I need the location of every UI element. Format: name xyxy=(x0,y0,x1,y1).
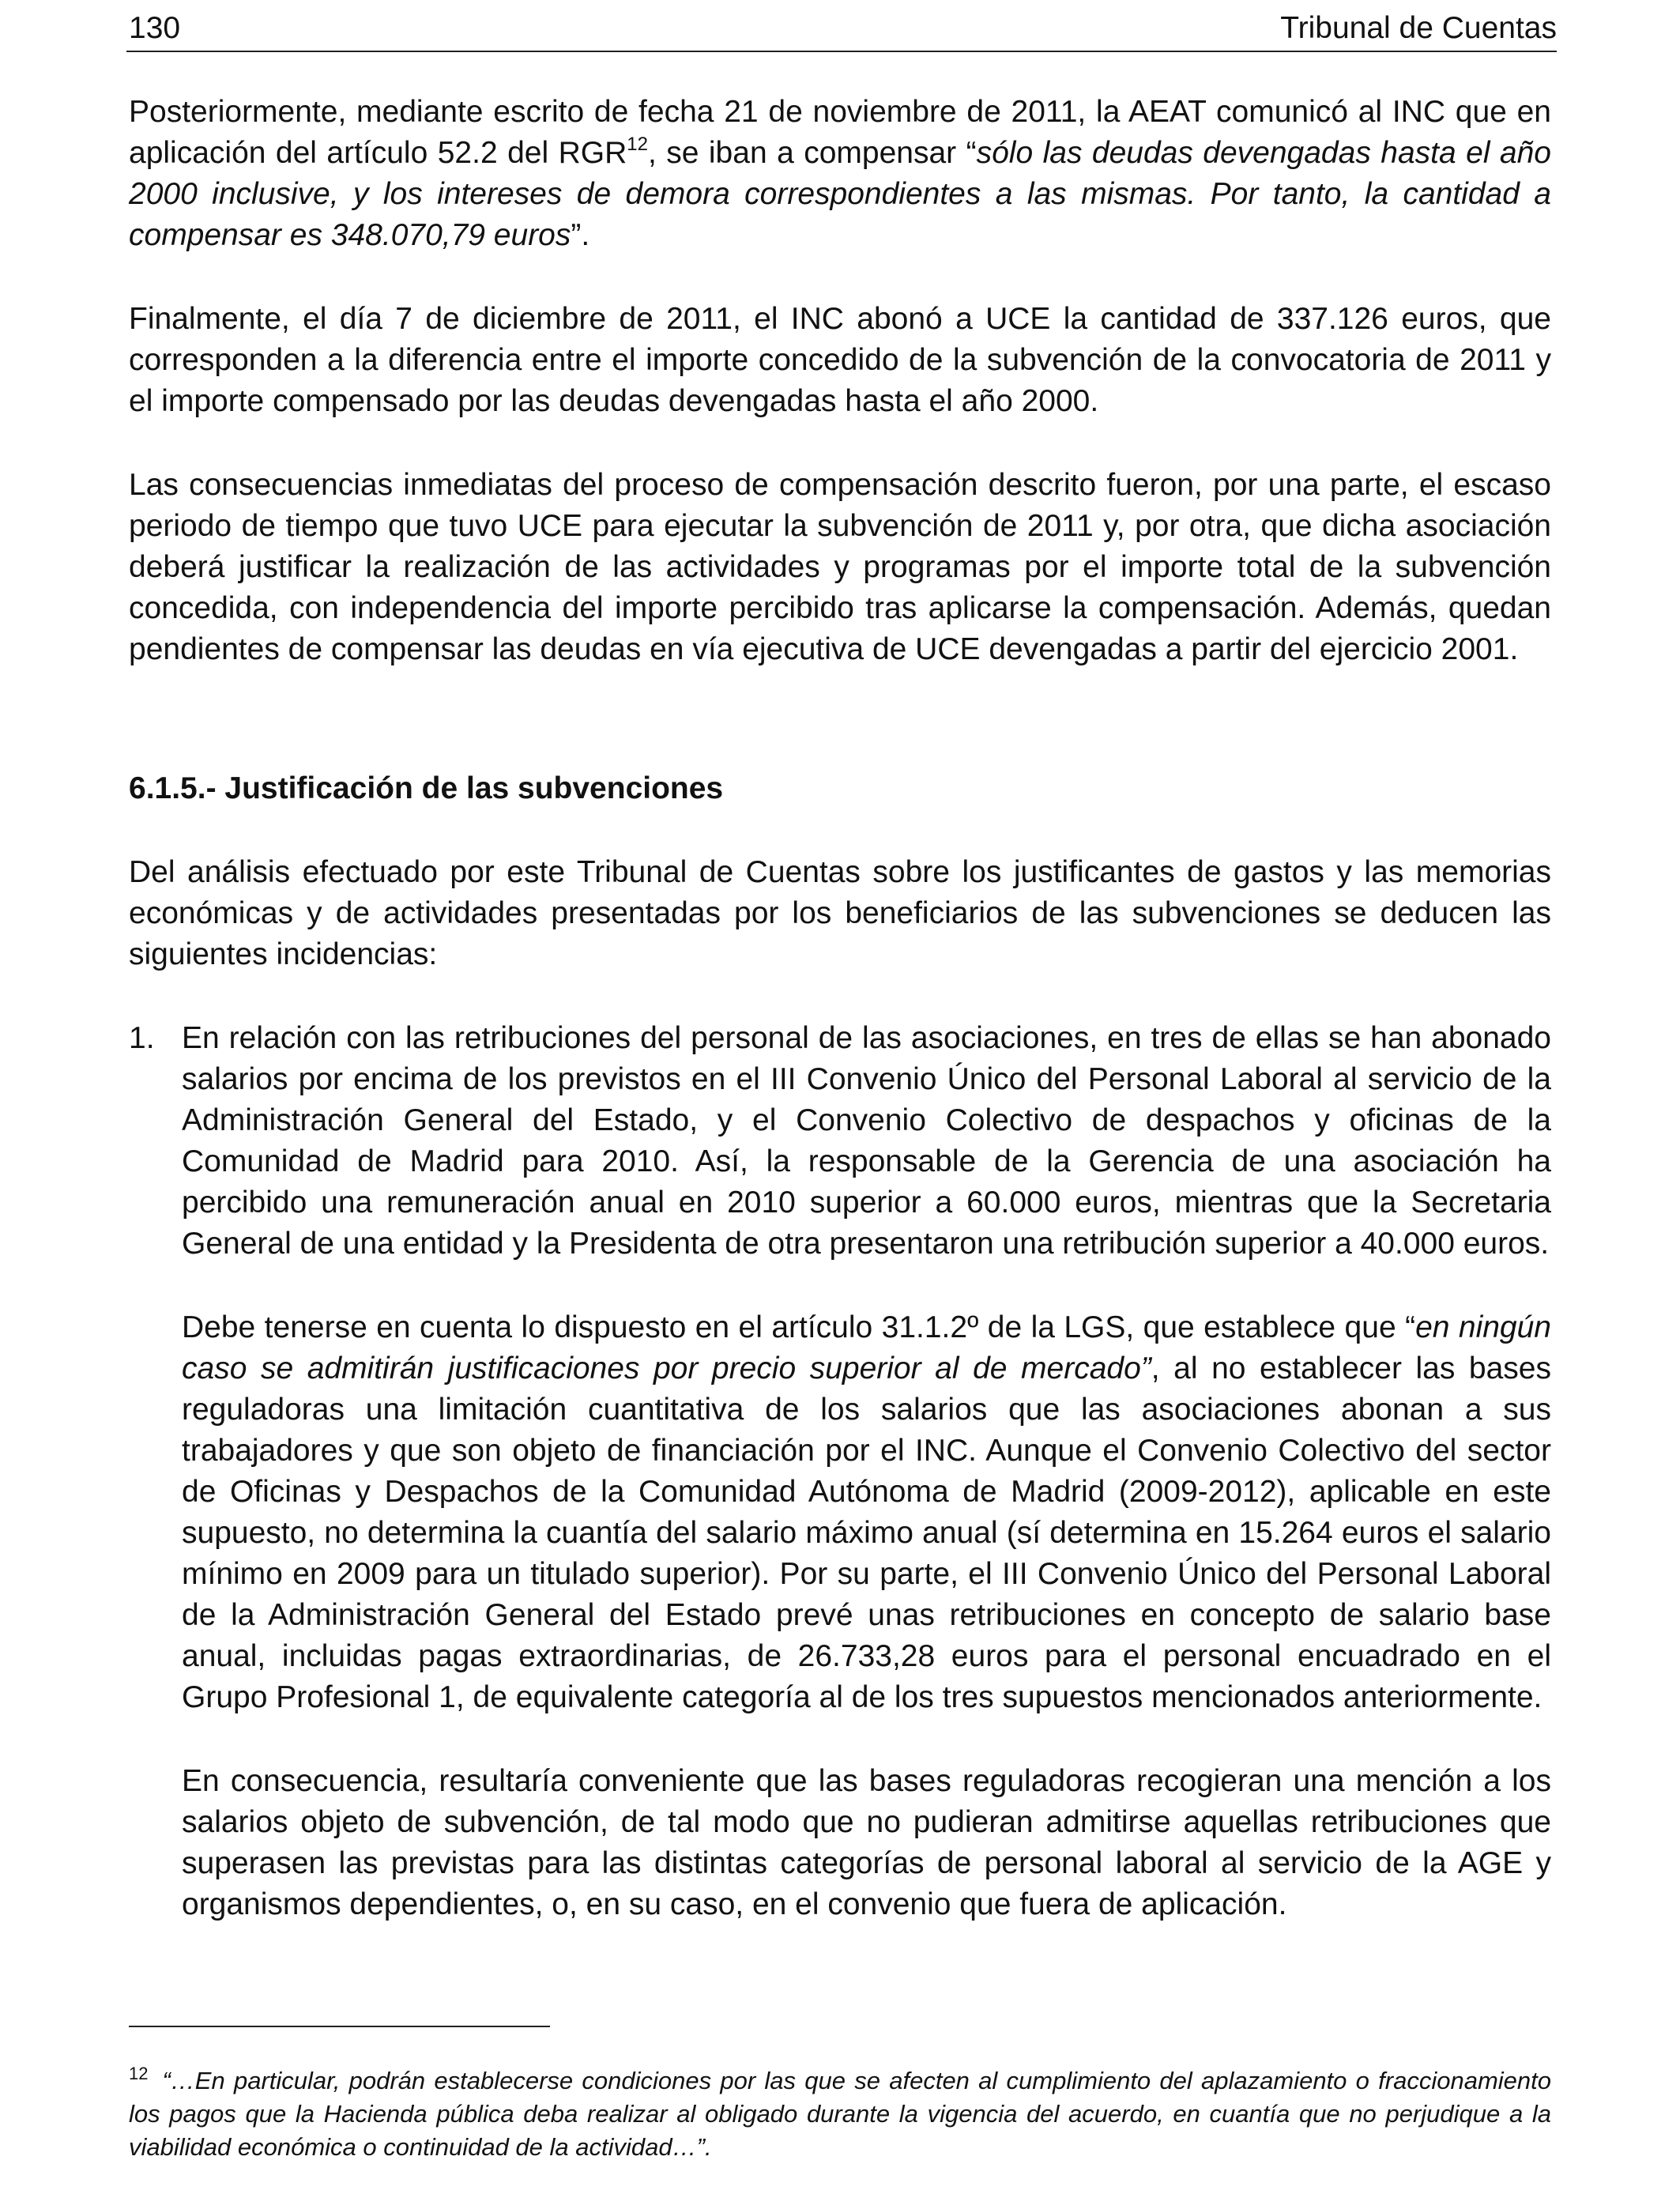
list-item xyxy=(129,1018,1551,1925)
list-item-paragraph-2-text-a: Debe tenerse en cuenta lo dispuesto en el artículo 31.1.2º de la LGS, que establece que “ xyxy=(182,1310,1416,1344)
page-number: 130 xyxy=(129,11,181,45)
paragraph-2: Finalmente, el día 7 de diciembre de 2011, el INC abonó a UCE la cantidad de 337.126 euros, que corresponden a la diferencia entre el importe concedido de la subvención de la convocatoria de 2011 y el importe compensado por las deudas devengadas hasta el año 2000. xyxy=(129,302,1551,418)
paragraph-1-text-a: Posteriormente, mediante escrito de fecha 21 de noviembre de 2011, la AEAT comunicó al INC que en aplicación del artículo 52.2 del RGR xyxy=(129,95,1551,170)
footnote-ref: 12 xyxy=(627,134,648,155)
header-title: Tribunal de Cuentas xyxy=(1280,11,1557,45)
list-item-paragraph-2-quote: en ningún caso se admitirán justificaciones por precio superior al de mercado” xyxy=(182,1310,1551,1385)
paragraph-1-quote: sólo las deudas devengadas hasta el año 2000 inclusive, y los intereses de demora correspondientes a las mismas. Por tanto, la cantidad a compensar es 348.070,79 euros xyxy=(129,136,1552,252)
list-item-paragraph-1: En relación con las retribuciones del personal de las asociaciones, en tres de ellas se han abonado salarios por encima de los previstos en el III Convenio Único del Personal Laboral al servicio de la Administración General del Estado, y el Convenio Colectivo de despachos y oficinas de la Comunidad de Madrid para 2010. Así, la responsable de la Gerencia de una asociación ha percibido una remuneración anual en 2010 superior a 60.000 euros, mientras que la Secretaria General de una entidad y la Presidenta de otra presentaron una retribución superior a 40.000 euros. xyxy=(182,1021,1551,1261)
paragraph-4: Del análisis efectuado por este Tribunal de Cuentas sobre los justificantes de gastos y las memorias económicas y de actividades presentadas por los beneficiarios de las subvenciones se deducen las siguientes incidencias: xyxy=(129,855,1551,971)
paragraph-1-text-b: , se iban a compensar “ xyxy=(647,136,977,170)
section-heading: 6.1.5.- Justificación de las subvenciones xyxy=(129,771,724,805)
list-item-paragraph-3: En consecuencia, resultaría conveniente que las bases reguladoras recogieran una mención a los salarios objeto de subvención, de tal modo que no pudieran admitirse aquellas retribuciones que superasen las previstas para las distintas categorías de personal laboral al servicio de la AGE y organismos dependientes, o, en su caso, en el convenio que fuera de aplicación. xyxy=(182,1764,1551,1921)
paragraph-1 xyxy=(129,92,1551,256)
paragraph-1-text-c: ”. xyxy=(571,218,590,252)
footnote-separator xyxy=(129,2026,550,2027)
paragraph-3: Las consecuencias inmediatas del proceso de compensación descrito fueron, por una parte, el escaso periodo de tiempo que tuvo UCE para ejecutar la subvención de 2011 y, por otra, que dicha asociación deberá justificar la realización de las actividades y programas por el importe total de la subvención concedida, con independencia del importe percibido tras aplicarse la compensación. Además, quedan pendientes de compensar las deudas en vía ejecutiva de UCE devengadas a partir del ejercicio 2001. xyxy=(129,468,1551,666)
list-item-paragraph-2 xyxy=(182,1307,1551,1718)
footnote-text: “…En particular, podrán establecerse condiciones por las que se afecten al cumplimiento del aplazamiento o fraccionamiento los pagos que la Hacienda pública deba realizar al obligado durante la vigencia del acuerdo, en cuantía que no perjudique a la viabilidad económica o continuidad de la actividad…”. xyxy=(129,2067,1551,2161)
page-header xyxy=(126,6,1557,52)
list-item-paragraph-2-text-b: , al no establecer las bases reguladoras una limitación cuantitativa de los salarios que las asociaciones abonan a sus trabajadores y que son objeto de financiación por el INC. Aunque el Convenio Colectivo del sector de Oficinas y Despachos de la Comunidad Autónoma de Madrid (2009-2012), aplicable en este supuesto, no determina la cuantía del salario máximo anual (sí determina en 15.264 euros el salario mínimo en 2009 para un titulado superior). Por su parte, el III Convenio Único del Personal Laboral de la Administración General del Estado prevé unas retribuciones en concepto de salario base anual, incluidas pagas extraordinarias, de 26.733,28 euros para el personal encuadrado en el Grupo Profesional 1, de equivalente categoría al de los tres supuestos mencionados anteriormente. xyxy=(182,1351,1551,1714)
footnote-number: 12 xyxy=(129,2064,149,2083)
footnote xyxy=(129,2064,1551,2164)
list-item-number: 1. xyxy=(129,1021,155,1055)
main-content xyxy=(129,92,1551,1925)
